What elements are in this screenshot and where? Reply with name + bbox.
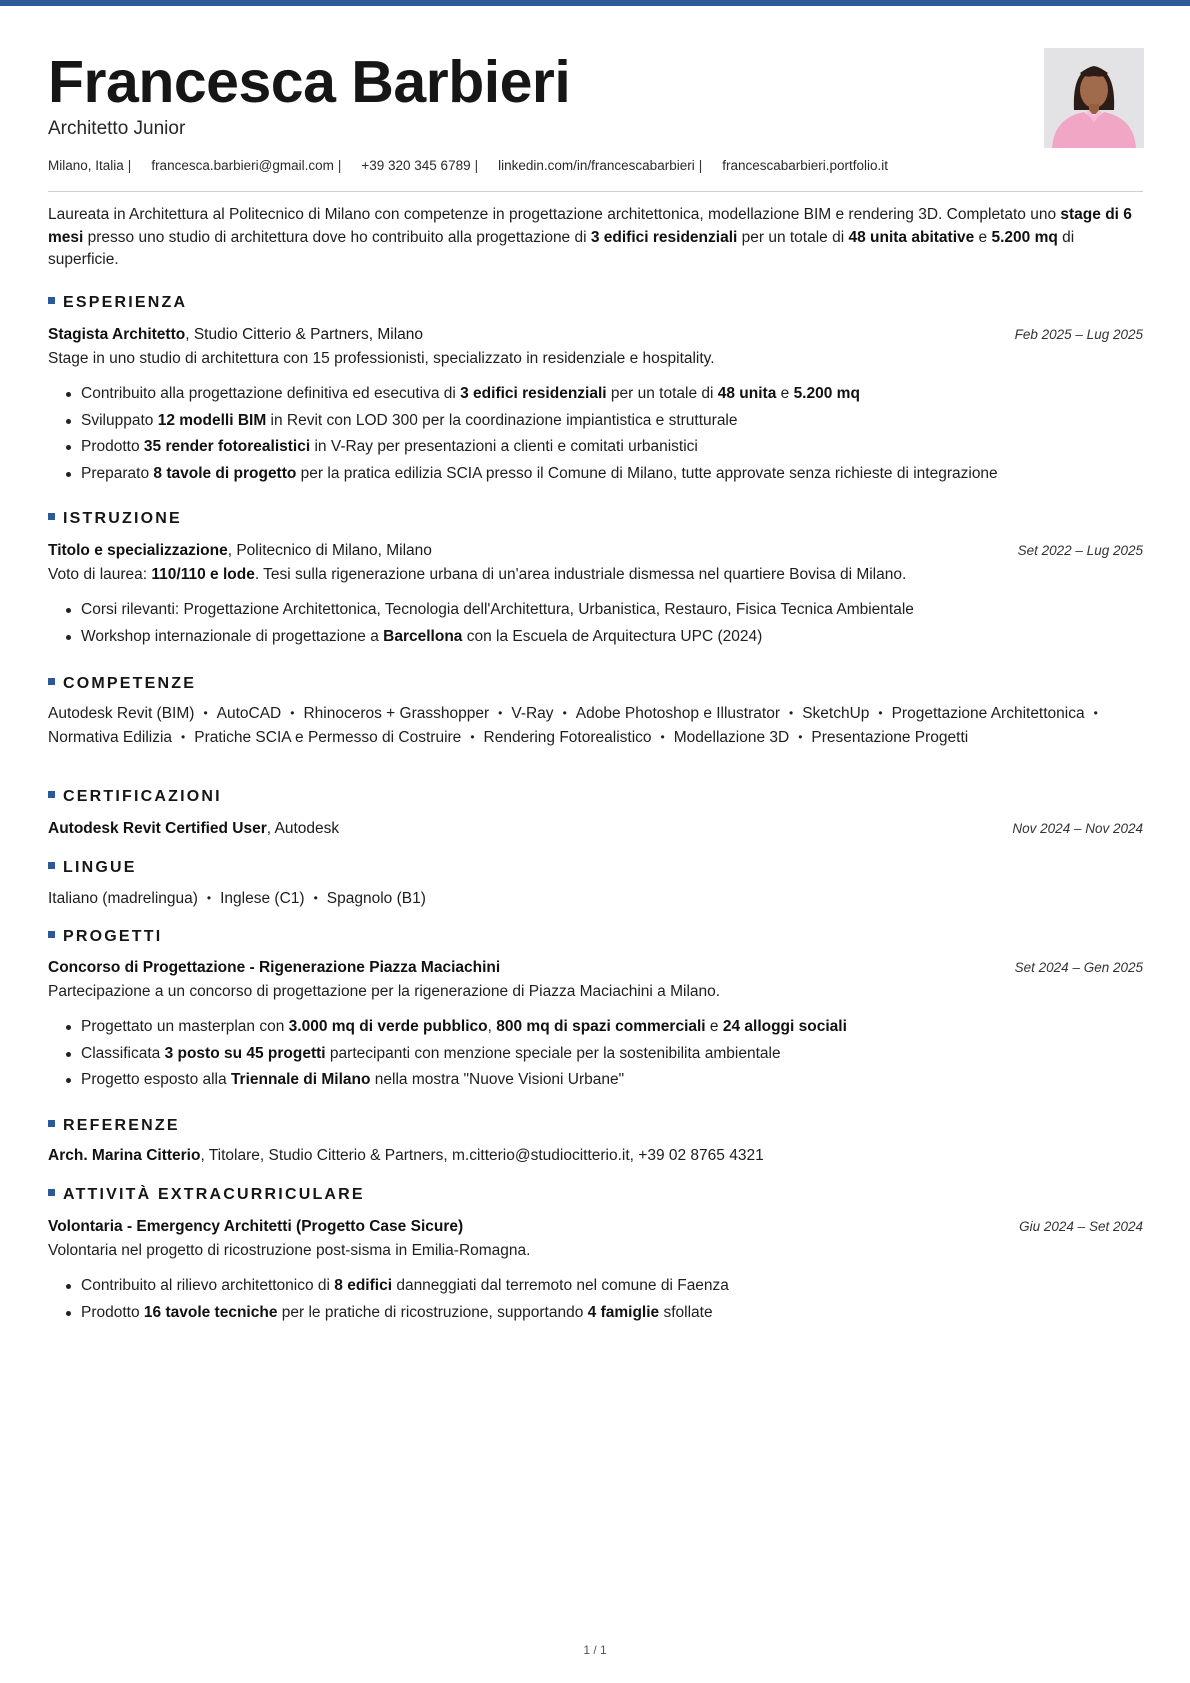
education-text: Voto di laurea:	[48, 566, 152, 583]
language-item: Inglese (C1)	[220, 890, 305, 907]
bullet-highlight: 24 alloggi sociali	[722, 1018, 847, 1035]
education-bullets	[48, 597, 1143, 650]
bullet-text: per la pratica edilizia SCIA presso il Comune di Milano, tutte approvate senza richieste di integrazione	[296, 464, 998, 482]
bullet-highlight: Barcellona	[383, 627, 463, 645]
list-item	[48, 624, 1143, 651]
summary-highlight: 5.200 mq	[991, 228, 1058, 246]
reference-name: Arch. Marina Citterio	[48, 1147, 201, 1164]
section-heading-projects	[48, 927, 162, 947]
section-marker-icon	[48, 931, 55, 938]
contact-portfolio[interactable]: francescabarbieri.portfolio.it	[722, 158, 889, 173]
bullet-highlight: 12 modelli BIM	[157, 411, 267, 429]
bullet-text: danneggiati dal terremoto nel comune di Faenza	[392, 1277, 729, 1294]
contact-location: Milano, Italia	[48, 158, 124, 173]
bullet-separator: •	[470, 729, 475, 744]
summary-text: di superficie.	[48, 228, 1075, 268]
skill-item: AutoCAD	[216, 705, 282, 722]
bullet-text: in V-Ray per presentazioni a clienti e comitati urbanistici	[310, 438, 698, 455]
bullet-highlight: 3.000 mq di verde pubblico	[288, 1018, 488, 1035]
bullet-text: Corsi rilevanti: Progettazione Architettonica, Tecnologia dell'Architettura, Urbanistica, Restauro, Fisica Tecnica Ambientale	[81, 601, 914, 618]
education-dates: Set 2022 – Lug 2025	[1017, 543, 1143, 558]
bullet-highlight: 8 tavole di progetto	[153, 464, 297, 482]
project-dates: Set 2024 – Gen 2025	[1014, 960, 1143, 975]
list-item	[48, 1300, 1143, 1327]
certification-dates: Nov 2024 – Nov 2024	[1012, 821, 1143, 836]
bullet-text: sfollate	[659, 1303, 713, 1321]
bullet-separator: •	[660, 729, 665, 744]
project-bullets	[48, 1014, 1143, 1094]
bullet-highlight: 35 render fotorealistici	[143, 438, 311, 455]
list-item	[48, 408, 1143, 435]
bullet-text: Classificata	[81, 1044, 165, 1062]
certification-issuer: , Autodesk	[266, 820, 340, 837]
bullet-text: con la Escuela de Arquitectura UPC (2024)	[462, 627, 763, 645]
list-item	[48, 1041, 1143, 1068]
bullet-separator: •	[498, 706, 503, 720]
bullet-separator: •	[206, 891, 212, 905]
contact-row	[48, 157, 888, 175]
bullet-text: per un totale di	[606, 385, 718, 402]
bullet-text: Prodotto	[81, 1303, 144, 1321]
section-heading-extracurricular	[48, 1185, 365, 1205]
experience-bullets	[48, 381, 1143, 487]
section-title: ESPERIENZA	[63, 294, 188, 311]
bullet-highlight: 8 edifici	[334, 1277, 393, 1294]
candidate-name: Francesca Barbieri	[48, 49, 571, 115]
profile-photo	[1044, 48, 1144, 148]
bullet-text: e	[776, 385, 794, 402]
summary-text: presso uno studio di architettura dove ho contribuito alla progettazione di	[83, 228, 591, 246]
bullet-text: ,	[487, 1018, 497, 1035]
language-item: Italiano (madrelingua)	[48, 890, 198, 907]
resume-header	[48, 0, 1143, 192]
project-entry-header	[48, 957, 1143, 978]
skill-item: Autodesk Revit (BIM)	[48, 705, 195, 722]
bullet-highlight: 5.200 mq	[793, 385, 860, 402]
education-text: . Tesi sulla rigenerazione urbana di un'area industriale dismessa nel quartiere Bovisa di Milano.	[254, 566, 907, 583]
job-organization: , Studio Citterio & Partners, Milano	[185, 326, 424, 343]
section-marker-icon	[48, 297, 55, 304]
list-item	[48, 597, 1143, 624]
contact-email[interactable]: francesca.barbieri@gmail.com	[151, 158, 334, 173]
bullet-text: per le pratiche di ricostruzione, supportando	[277, 1303, 588, 1321]
bullet-text: Contribuito al rilievo architettonico di	[81, 1277, 335, 1294]
certification-name: Autodesk Revit Certified User	[48, 820, 267, 837]
person-portrait-icon	[1044, 48, 1144, 148]
job-title: Architetto Junior	[48, 118, 186, 139]
skills-list	[48, 702, 1143, 749]
reference-entry	[48, 1145, 1143, 1167]
list-item	[48, 1067, 1143, 1094]
summary-text: Laureata in Architettura al Politecnico di Milano con competenze in progettazione architettonica, modellazione BIM e rendering 3D. Completato uno	[48, 206, 1061, 223]
summary-highlight: stage di 6 mesi	[48, 206, 1132, 246]
section-title: PROGETTI	[63, 928, 163, 945]
skill-item: Normativa Edilizia	[48, 728, 173, 746]
bullet-separator: •	[1093, 706, 1098, 720]
job-role: Stagista Architetto	[48, 326, 186, 343]
reference-details: , Titolare, Studio Citterio & Partners, m.citterio@studiocitterio.it, +39 02 8765 4321	[200, 1147, 764, 1164]
bullet-text: Sviluppato	[81, 411, 158, 429]
bullet-text: Contribuito alla progettazione definitiva ed esecutiva di	[81, 385, 461, 402]
section-title: REFERENZE	[63, 1117, 180, 1134]
bullet-separator: •	[203, 706, 208, 720]
bullet-text: Prodotto	[81, 438, 144, 455]
summary-text: e	[974, 228, 992, 246]
skill-item: Pratiche SCIA e Permesso di Costruire	[194, 728, 462, 746]
activity-bullets	[48, 1273, 1143, 1326]
skill-item: SketchUp	[802, 705, 870, 722]
contact-separator: |	[698, 158, 703, 173]
bullet-text: nella mostra "Nuove Visioni Urbane"	[370, 1071, 625, 1088]
school-name: , Politecnico di Milano, Milano	[227, 542, 432, 559]
bullet-highlight: 48 unita	[717, 385, 777, 402]
bullet-highlight: 3 edifici residenziali	[460, 385, 607, 402]
bullet-text: Progetto esposto alla	[81, 1071, 231, 1088]
bullet-separator: •	[181, 729, 186, 744]
page-number: 1 / 1	[583, 1643, 607, 1657]
section-title: COMPETENZE	[63, 675, 197, 692]
section-heading-certifications	[48, 787, 222, 807]
education-entry-header	[48, 540, 1143, 561]
experience-entry-header	[48, 324, 1143, 345]
bullet-highlight: 3 posto su 45 progetti	[164, 1044, 326, 1062]
bullet-separator: •	[788, 706, 794, 720]
section-heading-skills	[48, 674, 196, 694]
section-title: LINGUE	[63, 859, 137, 876]
language-item: Spagnolo (B1)	[326, 890, 426, 907]
summary-text: per un totale di	[737, 228, 849, 246]
bullet-separator: •	[878, 706, 883, 720]
skill-item: Rendering Fotorealistico	[483, 728, 652, 746]
activity-dates: Giu 2024 – Set 2024	[1019, 1219, 1143, 1234]
section-heading-references	[48, 1116, 180, 1136]
profile-summary	[48, 204, 1143, 272]
bullet-text: partecipanti con menzione speciale per la sostenibilita ambientale	[325, 1044, 781, 1062]
contact-separator: |	[337, 158, 342, 173]
section-marker-icon	[48, 1120, 55, 1127]
bullet-separator: •	[798, 729, 803, 744]
section-title: CERTIFICAZIONI	[63, 788, 222, 805]
project-description: Partecipazione a un concorso di progettazione per la rigenerazione di Piazza Maciachini a Milano.	[48, 983, 721, 1000]
job-description: Stage in uno studio di architettura con 15 professionisti, specializzato in residenziale e hospitality.	[48, 350, 715, 367]
activity-description: Volontaria nel progetto di ricostruzione post-sisma in Emilia-Romagna.	[48, 1242, 531, 1259]
section-title: ATTIVITÀ EXTRACURRICULARE	[63, 1186, 365, 1203]
bullet-highlight: 800 mq di spazi commerciali	[496, 1018, 706, 1035]
bullet-separator: •	[290, 706, 295, 720]
list-item	[48, 1273, 1143, 1300]
bullet-text: Workshop internazionale di progettazione a	[81, 627, 384, 645]
project-name: Concorso di Progettazione - Rigenerazione Piazza Maciachini	[48, 959, 501, 976]
contact-linkedin[interactable]: linkedin.com/in/francescabarbieri	[498, 158, 695, 173]
skill-item: Modellazione 3D	[673, 728, 790, 746]
list-item	[48, 1014, 1143, 1041]
contact-separator: |	[474, 158, 479, 173]
section-heading-languages	[48, 858, 137, 878]
list-item	[48, 381, 1143, 408]
resume-page	[48, 0, 1143, 1321]
summary-highlight: 3 edifici residenziali	[590, 228, 738, 246]
summary-highlight: 48 unita abitative	[848, 228, 975, 246]
activity-name: Volontaria - Emergency Architetti (Progetto Case Sicure)	[48, 1218, 464, 1235]
section-marker-icon	[48, 513, 55, 520]
certification-entry	[48, 818, 1143, 839]
job-dates: Feb 2025 – Lug 2025	[1014, 327, 1143, 342]
degree-title: Titolo e specializzazione	[48, 542, 228, 559]
contact-phone[interactable]: +39 320 345 6789	[361, 158, 471, 173]
section-title: ISTRUZIONE	[63, 510, 182, 527]
contact-separator: |	[127, 158, 132, 173]
header-divider	[48, 191, 1143, 192]
bullet-highlight: 4 famiglie	[587, 1303, 660, 1321]
bullet-separator: •	[562, 706, 567, 720]
skill-item: Progettazione Architettonica	[891, 705, 1085, 722]
bullet-text: e	[705, 1018, 723, 1035]
languages-list	[48, 887, 1143, 910]
section-heading-experience	[48, 293, 187, 313]
skill-item: Adobe Photoshop e Illustrator	[575, 705, 780, 722]
section-marker-icon	[48, 791, 55, 798]
bullet-text: Progettato un masterplan con	[81, 1018, 289, 1035]
section-marker-icon	[48, 1189, 55, 1196]
skill-item: V-Ray	[511, 705, 554, 722]
section-marker-icon	[48, 862, 55, 869]
education-description	[48, 564, 1143, 586]
grade-highlight: 110/110 e lode	[151, 566, 255, 583]
bullet-text: Preparato	[81, 464, 154, 482]
section-marker-icon	[48, 678, 55, 685]
skill-item: Presentazione Progetti	[811, 728, 969, 746]
section-heading-education	[48, 509, 182, 529]
bullet-highlight: 16 tavole tecniche	[143, 1303, 278, 1321]
skill-item: Rhinoceros + Grasshopper	[303, 705, 490, 722]
extracurricular-entry-header	[48, 1216, 1143, 1237]
list-item	[48, 434, 1143, 461]
bullet-highlight: Triennale di Milano	[230, 1071, 371, 1088]
bullet-separator: •	[313, 891, 318, 905]
bullet-text: in Revit con LOD 300 per la coordinazione impiantistica e strutturale	[266, 411, 738, 429]
list-item	[48, 461, 1143, 488]
